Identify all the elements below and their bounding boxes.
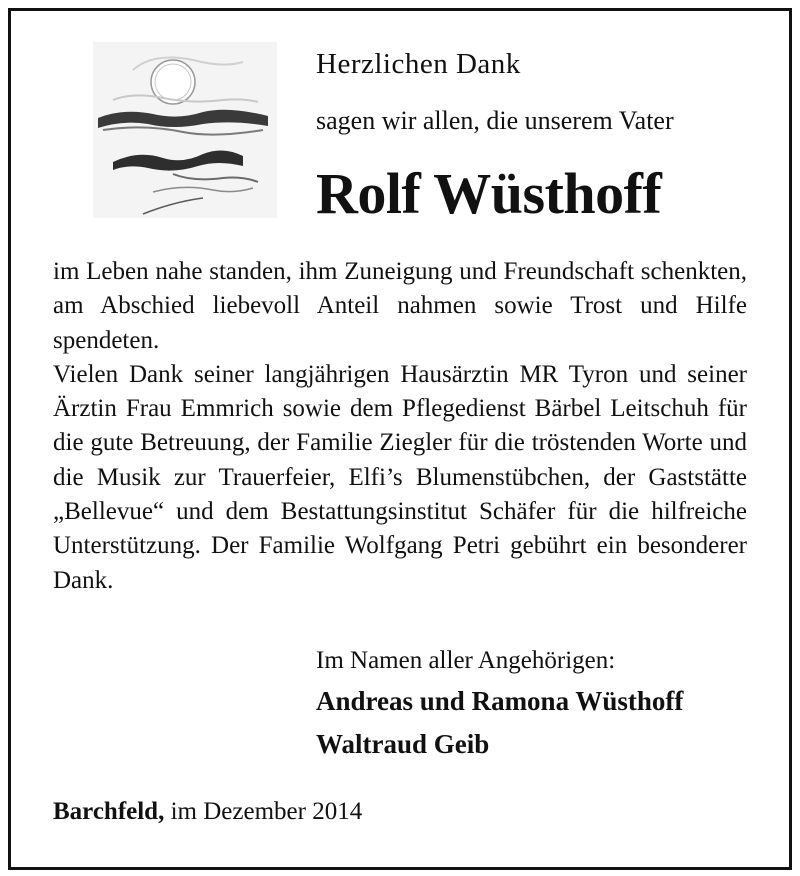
signer-name: Waltraud Geib xyxy=(316,729,490,759)
date: im Dezember 2014 xyxy=(170,798,363,825)
place-date-line xyxy=(53,798,362,826)
paragraph-intro: im Leben nahe standen, ihm Zuneigung und Freundschaft schenkten, am Abschied liebevoll Anteil nahmen sowie Trost und Hilfe spendeten. xyxy=(53,258,747,354)
moon-landscape-illustration xyxy=(93,42,277,218)
place: Barchfeld, xyxy=(53,798,165,825)
heading-thanks: Herzlichen Dank xyxy=(316,48,521,80)
paragraph-thanks: Vielen Dank seiner langjährigen Hausärztin MR Tyron und seiner Ärztin Frau Emmrich sowie dem Pflegedienst Bärbel Leitschuh für die gute Betreuung, der Familie Ziegler für die tröstenden Worte und die Musik zur Trauerfeier, Elfi’s Blumenstübchen, der Gaststätte „Bellevue“ und dem Bestattungsinstitut Schäfer für die hilfreiche Unterstützung. Der Familie Wolfgang Petri gebührt ein besonderer Dank. xyxy=(53,360,747,594)
closing-line: Im Namen aller Angehörigen: xyxy=(316,647,616,674)
body-text xyxy=(53,255,747,598)
intro-line: sagen wir allen, die unserem Vater xyxy=(316,106,674,135)
deceased-name: Rolf Wüsthoff xyxy=(316,161,662,226)
signer-name: Andreas und Ramona Wüsthoff xyxy=(316,686,684,716)
